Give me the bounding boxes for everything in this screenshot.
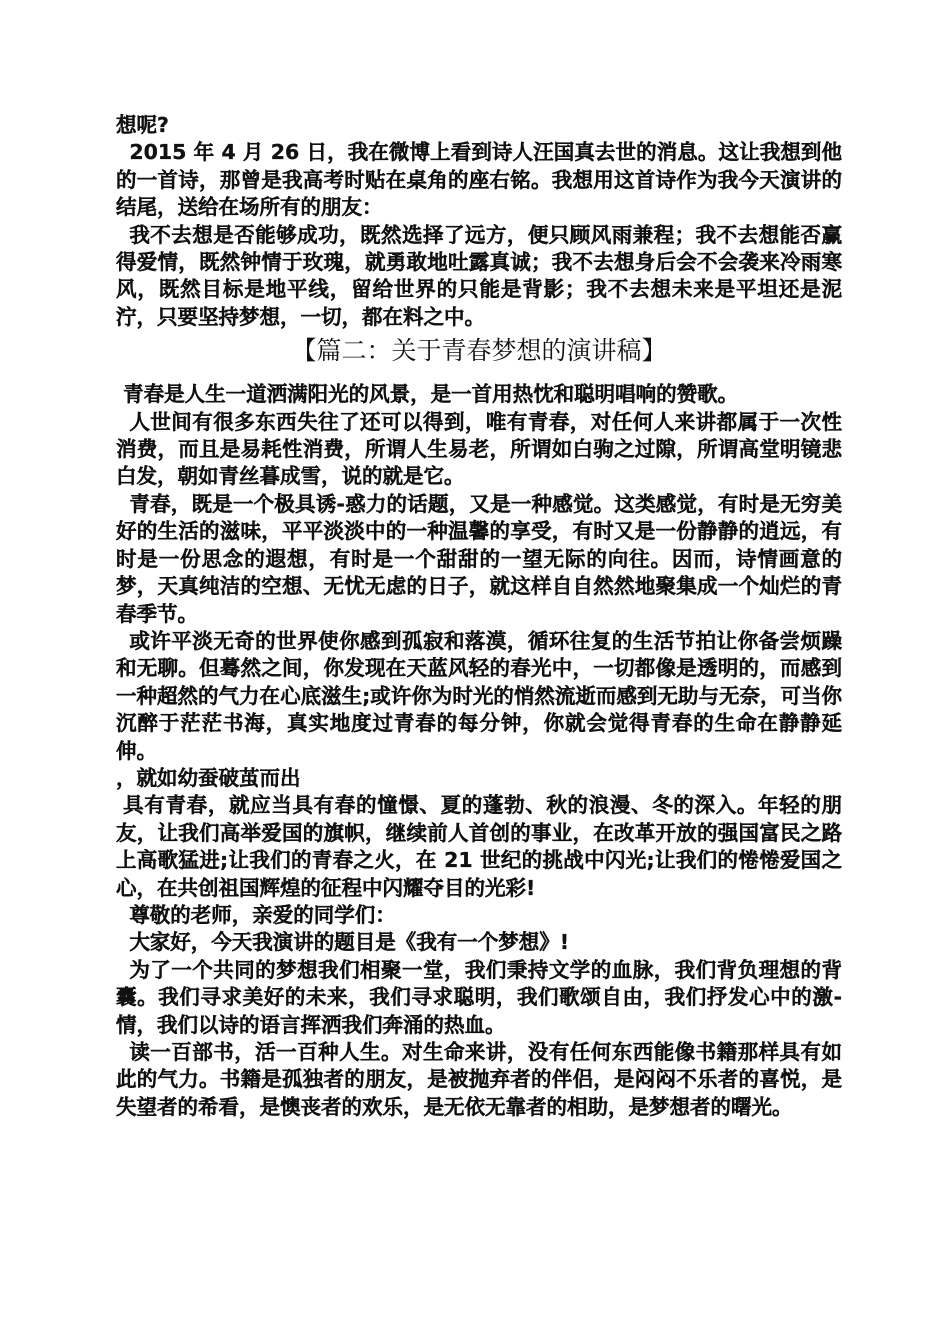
paragraph-poem: 我不去想是否能够成功，既然选择了远方，便只顾风雨兼程；我不去想能否赢得爱情，既然钟情于玫瑰，就勇敢地吐露真诚；我不去想身后会不会袭来冷雨寒风，既然目标是地平线，留给世界的只能是背影；我不去想未来是平坦还是泥泞，只要坚持梦想，一切，都在料之中。 <box>116 222 842 329</box>
paragraph-wang-guozhen: 2015 年 4 月 26 日，我在微博上看到诗人汪国真去世的消息。这让我想到他的一首诗，那曾是我高考时贴在桌角的座右铭。我想用这首诗作为我今天演讲的结尾，送给在场所有的朋友： <box>116 140 842 220</box>
paragraph-silkworm: ，就如幼蚕破茧而出 <box>116 765 301 790</box>
paragraph-youth-world: 或许平淡无奇的世界使你感到孤寂和落漠，循环往复的生活节拍让你备尝烦躁和无聊。但蓦然之间，你发现在天蓝风轻的春光中，一切都像是透明的，而感到一种超然的气力在心底滋生;或许你为时光的悄然流逝而感到无助与无奈，可当你沉醉于茫茫书海，真实地度过青春的每分钟，你就会觉得青春的生命在静静延伸。 <box>116 628 842 763</box>
paragraph-youth-scenery: 青春是人生一道洒满阳光的风景，是一首用热忱和聪明唱响的赞歌。 <box>123 382 739 407</box>
paragraph-youth-seasons: 具有青春，就应当具有春的憧憬、夏的蓬勃、秋的浪漫、冬的深入。年轻的朋友，让我们高举爱国的旗帜，继续前人首创的事业，在改革开放的强国富民之路上高歌猛进;让我们的青春之火，在 21 世纪的挑战中闪光;让我们的惓惓爱国之心，在共创祖国辉煌的征程中闪耀夺目的光彩! <box>116 793 842 900</box>
paragraph-books: 读一百部书，活一百种人生。对生命来讲，没有任何东西能像书籍那样具有如此的气力。书籍是孤独者的朋友，是被抛弃者的伴侣，是闷闷不乐者的喜悦，是失望者的希看，是懊丧者的欢乐，是无依无靠者的相助，是梦想者的曙光。 <box>116 1040 842 1119</box>
paragraph-intro-end: 想呢? <box>116 113 169 137</box>
paragraph-youth-once: 人世间有很多东西失往了还可以得到，唯有青春，对任何人来讲都属于一次性消费，而且是易耗性消费，所谓人生易老，所谓如白驹之过隙，所谓高堂明镜悲白发，朝如青丝暮成雪，说的就是它。 <box>116 409 842 489</box>
paragraph-greeting: 尊敬的老师，亲爱的同学们： <box>129 902 396 927</box>
paragraph-common-dream: 为了一个共同的梦想我们相聚一堂，我们秉持文学的血脉，我们背负理想的背囊。我们寻求美好的未来，我们寻求聪明，我们歌颂自由，我们抒发心中的激-情，我们以诗的语言挥洒我们奔涌的热血。 <box>116 957 842 1037</box>
paragraph-speech-title: 大家好，今天我演讲的题目是《我有一个梦想》! <box>129 930 570 955</box>
section-heading: 【篇二：关于青春梦想的演讲稿】 <box>291 336 667 366</box>
paragraph-youth-feeling: 青春，既是一个极具诱-惑力的话题，又是一种感觉。这类感觉，有时是无穷美好的生活的滋味，平平淡淡中的一种温馨的享受，有时又是一份静静的逍远，有时是一份思念的遐想，有时是一个甜甜的一望无际的向往。因而，诗情画意的梦，天真纯洁的空想、无忧无虑的日子，就这样自自然然地聚集成一个灿烂的青春季节。 <box>116 491 842 626</box>
document-page <box>116 112 842 1121</box>
